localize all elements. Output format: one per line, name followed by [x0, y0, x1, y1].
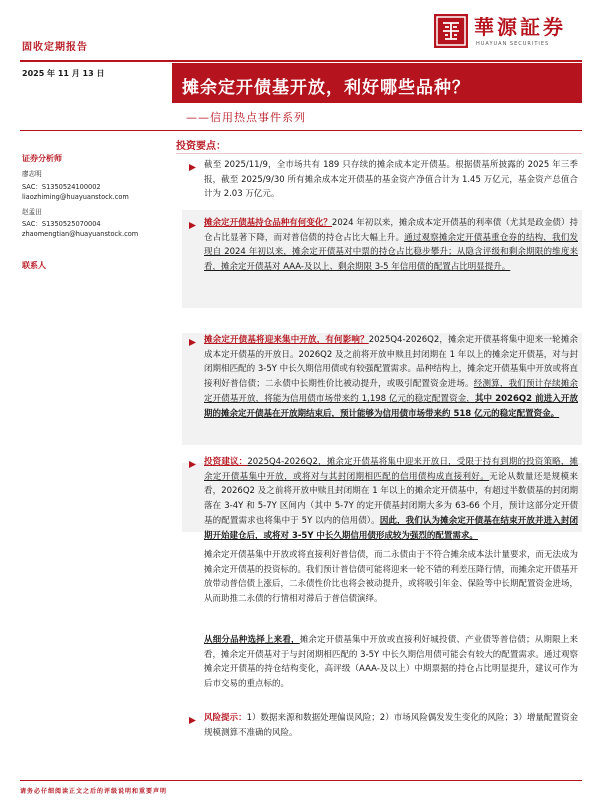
company-logo	[434, 14, 584, 50]
key-point-text: 1）数据来源和数据处理偏误风险；2）市场风险偶发发生变化的风险；3）增量配置资金规模测算不准确的风险。	[204, 713, 578, 738]
key-point-impact	[204, 333, 578, 421]
key-point-emphasis: 通过观察摊余定开债基重仓券的结构，我们发现自 2024 年初以来，摊余定开债基对中票的持仓占比稳步攀升；从隐含评级和剩余期限的维度来看，摊余定开债基对 AAA-及以上、剩余期限 3-5 年信用债的配置占比明显提升。	[204, 232, 578, 273]
bullet-icon	[188, 716, 197, 725]
analyst-sac: SAC：S1350524100002	[22, 183, 101, 191]
key-point-recommendation	[204, 455, 578, 543]
key-point-risk	[204, 711, 578, 740]
key-point-holdings	[204, 216, 578, 275]
key-point-paragraph	[204, 548, 578, 607]
key-point-lead: 摊余定开债基将迎来集中开放，有何影响？	[204, 335, 369, 345]
key-point-emphasis: 因此，我们认为摊余定开债基在结束开放并进入封闭期开始建仓后，或将对 3-5Y 中长久期信用债形成较为强烈的配置需求。	[204, 515, 578, 541]
contact-heading: 联系人	[22, 261, 46, 270]
key-point-text: 摊余定开债基集中开放或将直接利好普信债，而二永债由于不符合摊余成本法计量要求，而无法成为摊余定开债基的投资标的。我们预计普信债可能将迎来一轮不错的利差压降行情，而摊余定开债基开放带动普信债上涨后，二永债性价比也将会被动提升，或将吸引年金、保险等中长期配置资金进场，从而助推二永债的行情相对滞后于普信债演绎。	[204, 550, 579, 605]
key-point-text: 截至 2025/11/9，全市场共有 189 只存续的摊余成本定开债基。根据债基所披露的 2025 年三季报，截至 2025/9/30 所有摊余成本定开债基的基金资产净值合计为 1.45 万亿元，基金资产总值合计为 2.03 万亿元。	[204, 160, 578, 200]
analyst-name: 赵孟田	[22, 208, 42, 216]
key-point-emphasis: 其中 2026Q2 前进入开放期的摊余定开债基在开放期结束后，预计能够为信用债市场带来约 518 亿元的稳定配置资金。	[204, 393, 579, 419]
report-date: 2025 年 11 月 13 日	[22, 69, 105, 78]
key-point-lead: 从细分品种选择上来看，	[204, 635, 300, 645]
logo-english-name: HUAYUAN SECURITIES	[476, 41, 550, 47]
footer-disclaimer: 请务必仔细阅读正文之后的评级说明和重要声明	[20, 788, 168, 795]
key-point-instruments	[204, 633, 578, 692]
bullet-icon	[188, 338, 197, 347]
key-point-text: 2025Q4-2026Q2，摊余定开债基将集中迎来一轮摊余成本定开债基的开放日。2026Q2 及之前将开放申赎且封闭期在 1 年以上的摊余定开债基，对与封闭期相匹配的 3-5Y 中长久期信用债或有较强配置需求。品种结构上，摊余定开债基集中开放或将直接利好普信债；二永债中长期性价比被动提升，或吸引配置资金进场。	[204, 335, 578, 390]
logo-seal-icon	[434, 14, 468, 48]
analyst-email[interactable]: liaozhiming@huayuanstock.com	[22, 193, 129, 201]
key-points-heading: 投资要点：	[176, 141, 226, 152]
key-point-emphasis: 经测算，我们预计存续摊余定开债基开放，将能为信用债市场带来约 1,198 亿元的稳定配置资金，	[204, 379, 578, 404]
analyst-email[interactable]: zhaomengtian@huayuanstock.com	[22, 230, 139, 238]
key-points-divider	[176, 153, 582, 154]
analyst-heading: 证券分析师	[22, 154, 62, 163]
bullet-icon	[188, 221, 197, 230]
bullet-icon	[188, 460, 197, 469]
report-type: 固收定期报告	[22, 42, 88, 53]
analyst-name: 廖志明	[22, 170, 42, 178]
footer-divider	[20, 780, 582, 781]
key-point-text: 无论从数量还是规模来看，2026Q2 及之前将开放申赎且封闭期在 1 年以上的摊余定开债基中，有超过半数债基的封闭期落在 3-4Y 和 5-7Y 区间内（其中 5-7Y 的定开债基封闭期大多为 63-66 个月，预计这部分定开债基的配置需求也将集中于 5Y 以内的信用债）。	[204, 471, 578, 526]
key-point-lead: 风险提示：	[204, 713, 247, 723]
logo-name: 華源証券	[474, 15, 566, 39]
header-divider	[20, 60, 582, 62]
key-point-lead: 投资建议：	[204, 457, 248, 467]
analyst-sac: SAC：S1350525070004	[22, 220, 101, 228]
key-point-lead: 摊余定开债基持仓品种有何变化？	[204, 218, 332, 228]
series-title: ——信用热点事件系列	[186, 111, 306, 124]
key-point-text: 摊余定开债基集中开放或直接利好城投债、产业债等普信债；从期限上来看，摊余定开债基对于与封闭期相匹配的 3-5Y 中长久期信用债可能会有较大的配置需求。通过观察摊余定开债基的持仓结构变化，高评级（AAA-及以上）中期票据的持仓占比明显提升，建议可作为后市交易的重点标的。	[204, 635, 578, 690]
key-point-summary	[204, 158, 578, 202]
title-divider	[20, 130, 582, 131]
key-point-text: 2024 年初以来，摊余成本定开债基的利率债（尤其是政金债）持仓占比显著下降，而对普信债的持仓占比大幅上升。	[204, 218, 578, 243]
bullet-icon	[188, 163, 197, 172]
page-title: 摊余定开债基开放，利好哪些品种？	[182, 78, 470, 98]
key-point-emphasis: 2025Q4-2026Q2，摊余定开债基将集中迎来开放日，受限于持有到期的投资策略，摊余定开债基集中开放，或将对与其封闭期相匹配的信用债构成直接利好。	[204, 457, 578, 482]
